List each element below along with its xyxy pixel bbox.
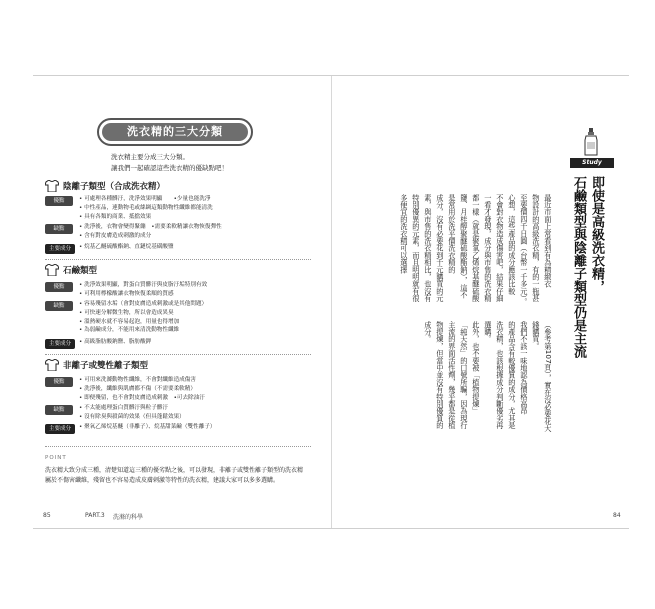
list-item: • 可利用檸檬酸讓衣物恢復柔順的質感 — [79, 290, 207, 299]
part-title: 洗滌的科學 — [113, 514, 144, 521]
list-item: • 可用來洗滌動物性纖維，不會對纖維造成傷害 — [79, 376, 205, 385]
intro-text — [111, 152, 261, 174]
body-column: 最近市面上常看到有為精緻衣 — [543, 194, 553, 288]
advantages-list — [79, 281, 207, 299]
ingredients-tag: 主要成分 — [45, 424, 75, 434]
left-page — [33, 76, 332, 528]
body-column: 至要價四千日圓（台幣一千多元）。 — [519, 194, 529, 306]
advantages-list — [79, 195, 213, 221]
advantages-tag: 優點 — [45, 196, 73, 206]
body-column: 多便宜的洗衣精可以選擇 — [399, 194, 409, 274]
body-column: 素，與市售的洗衣精相比，也沒有 — [423, 194, 433, 302]
detergent-bottle-icon — [584, 128, 598, 156]
body-column: 成分。 — [423, 321, 433, 343]
study-tag: Study — [570, 158, 614, 168]
shirt-icon — [45, 264, 59, 276]
list-item: • 可處理各種髒汙，洗淨效果明顯 •少量也能洗淨 — [79, 195, 213, 204]
list-item: • 為弱鹼成分，不能用來清洗動物性纖維 — [79, 326, 207, 335]
list-item: • 洗淨效果明顯，對蛋白質髒汙與皮脂汙垢特別有效 — [79, 281, 207, 290]
part-label: PART.3 — [85, 512, 105, 519]
section-title: 石鹼類型 — [63, 266, 98, 276]
list-item: • 洗淨後，纖維與肌膚都不傷（不需要柔軟精） — [79, 385, 205, 394]
list-item: • 即便殘留，也不會對皮膚造成刺激 •可去除油汙 — [79, 394, 205, 403]
right-page — [331, 76, 629, 528]
advantages-tag: 優點 — [45, 377, 73, 387]
body-column: 都一樣（就是聚氧乙烯烷基醚硫酸 — [471, 194, 481, 302]
disadvantages-list — [79, 223, 222, 241]
list-item: • 容易殘留水垢（會對皮膚造成刺激或是其他問題） — [79, 300, 207, 309]
section-title: 陰離子類型（合成洗衣精） — [63, 182, 166, 192]
body-column: 物設計的高級洗衣精，有的一瓶甚 — [531, 194, 541, 302]
list-item: • 具有各類的商業、抵擋效果 — [79, 213, 213, 222]
body-column: （參考第107頁），實在沒必要花大 — [543, 321, 553, 432]
list-item: • 高級脂肪酸鈉鹽、脂肪酸鉀 — [79, 338, 151, 347]
headline-line-2: 石鹼類型與陰離子類型仍是主流 — [571, 176, 586, 358]
list-item: • 可快速分解微生物，所以會造成異臭 — [79, 309, 207, 318]
divider — [45, 354, 311, 355]
list-item: • 烷基乙醚硫酸酯鈉、直鏈烷基磺酸鹽 — [79, 243, 174, 252]
list-item: • 含有對皮膚造成刺激的成分 — [79, 232, 222, 241]
list-item: • 溫熱硬水就不容易起泡，用量也得增加 — [79, 318, 207, 327]
body-column: 成分，沒有必要花到千元購買的元 — [435, 194, 445, 302]
body-column: 特別優異的元素，而且明明就有很 — [411, 194, 421, 302]
body-column: 物提煉，但當中並沒有特別優質的 — [435, 321, 445, 429]
ingredients-tag: 主要成分 — [45, 244, 75, 254]
body-column: 的產品含有較優質的成分，尤其是 — [507, 321, 517, 429]
body-column: 「純天然」的口號所騙，因為現行 — [459, 321, 469, 429]
intro-line: 讓我們一起確認這些洗衣精的優缺點吧！ — [111, 164, 228, 172]
body-column: 鹽、月桂醇聚醚硫酸酯鈉），這不 — [459, 194, 469, 299]
section-heading — [45, 359, 148, 371]
shirt-icon — [45, 180, 59, 192]
headline-line-1: 即使是高級洗衣精， — [589, 176, 604, 293]
list-item: • 洗淨後，衣物會變得緊繃 •需要柔軟精讓衣物恢復彈性 — [79, 223, 222, 232]
body-column: 此外，也不要被「植物提煉」 — [471, 321, 481, 415]
body-column: 洗衣精，也該根據成分判斷優劣再 — [495, 321, 505, 429]
point-label: POINT — [45, 455, 67, 461]
ingredients-list — [79, 338, 151, 347]
ingredients-list — [79, 423, 216, 432]
body-column: 主流的界面活性劑，幾乎都是從植 — [447, 321, 457, 429]
list-item: • 不太能處理蛋白質髒汙與粒子髒汙 — [79, 404, 185, 413]
body-column: 我們不該一味地認為價格高昂 — [519, 321, 529, 415]
section-heading — [45, 180, 165, 192]
list-item: • 沒有除臭與殺菌的效果（但具蓬鬆效果） — [79, 413, 185, 422]
advantages-tag: 優點 — [45, 282, 73, 292]
disadvantages-tag: 缺點 — [45, 224, 73, 234]
body-column: 一看才發現，成分與市售的洗衣精 — [483, 194, 493, 302]
shirt-icon — [45, 359, 59, 371]
section-title: 非離子或雙性離子類型 — [63, 361, 149, 371]
banner — [97, 118, 253, 146]
list-item: • 聚氧乙烯烷基醚（非離子）、烷基甜菜鹼（雙性離子） — [79, 423, 216, 432]
disadvantages-list — [79, 404, 185, 422]
intro-line: 洗衣精主要分成三大分類。 — [111, 153, 189, 161]
body-column: 錢購買。 — [531, 321, 541, 350]
divider — [45, 259, 311, 260]
disadvantages-tag: 缺點 — [45, 405, 73, 415]
ingredients-tag: 主要成分 — [45, 339, 75, 349]
body-column: 選購。 — [483, 321, 493, 343]
banner-title: 洗衣精的三大分類 — [102, 123, 248, 141]
page-number: 84 — [613, 512, 621, 519]
book-spread — [33, 75, 629, 529]
disadvantages-list — [79, 300, 207, 335]
section-heading — [45, 264, 97, 276]
body-column: 是常用於洗平價洗衣精的 — [447, 194, 457, 274]
point-text: 洗衣精大致分成三種，清楚知道這三種的優劣點之後，可以發現，非離子或雙性離子類型的洗衣精屬於不傷害纖維，殘留也不容易造成皮膚刺激等特性的洗衣精，建議大家可以多多選購。 — [45, 467, 304, 484]
body-column: 心想，這些產品的成分應該比較 — [507, 194, 517, 295]
page-number: 85 — [43, 512, 51, 519]
ingredients-list — [79, 243, 174, 252]
body-column: 不會對衣物造成傷害吧，結果仔細 — [495, 194, 505, 302]
advantages-list — [79, 376, 205, 402]
disadvantages-tag: 缺點 — [45, 301, 73, 311]
divider — [45, 446, 311, 447]
list-item: • 中性產品，連動物毛或絲綢這類動物性纖維都能清洗 — [79, 204, 213, 213]
